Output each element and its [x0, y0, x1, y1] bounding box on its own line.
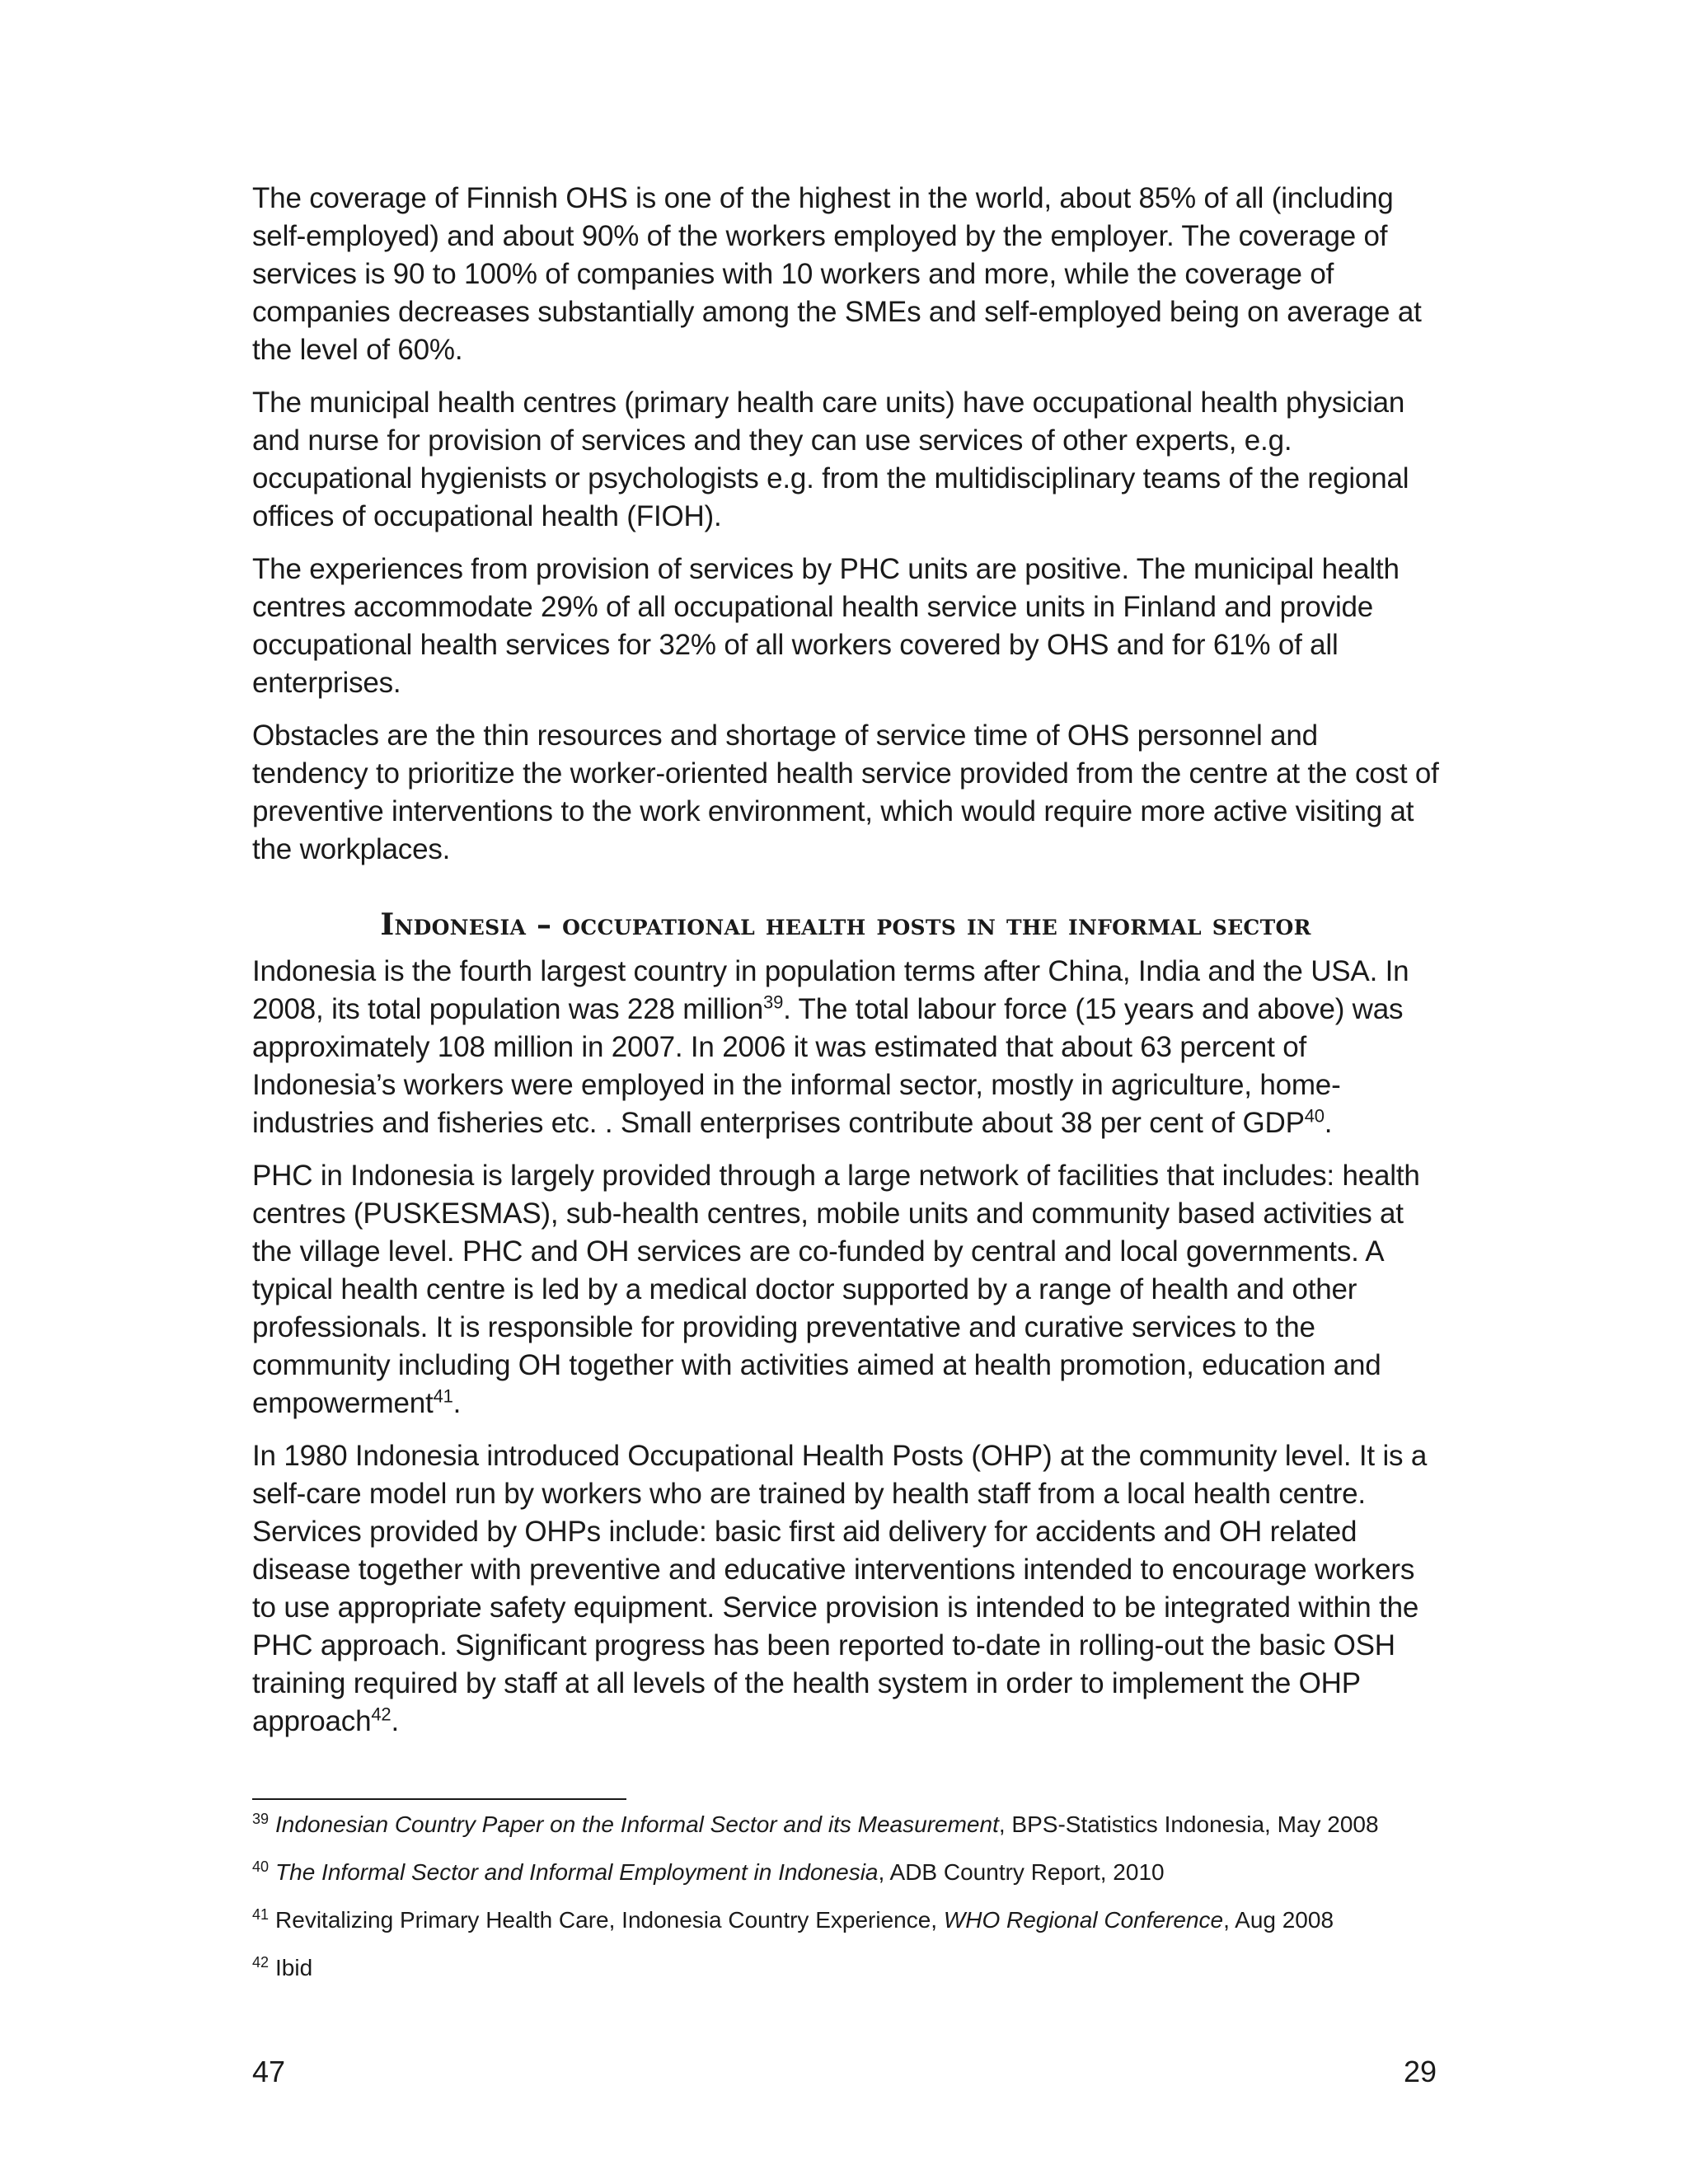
- text-run: In 1980 Indonesia introduced Occupational Health Posts (OHP) at the community level. It is a self-care model run by workers who are trained by health staff from a local health centre. Services provided by OHPs include: basic first aid delivery for accidents and OH related disease together with preventive and educative interventions intended to encourage workers to use appropriate safety equipment. Service provision is intended to be integrated within the PHC approach. Significant progress has been reported to-date in rolling-out the basic OSH training required by staff at all levels of the health system in order to implement the OHP approach: [252, 1440, 1428, 1737]
- footnote-source: , BPS-Statistics Indonesia, May 2008: [998, 1811, 1379, 1837]
- footnote-title: WHO Regional Conference: [943, 1907, 1224, 1933]
- footnote-41: [252, 1905, 1439, 1935]
- paragraph-indonesia-phc: [252, 1157, 1439, 1422]
- footnote-39: [252, 1810, 1439, 1840]
- paragraph-phc-experiences: The experiences from provision of services by PHC units are positive. The municipal health centres accommodate 29% of all occupational health service units in Finland and provide occupational health services for 32% of all workers covered by OHS and for 61% of all enterprises.: [252, 553, 1400, 699]
- footnote-source: , ADB Country Report, 2010: [878, 1859, 1165, 1885]
- footnote-source: , Aug 2008: [1223, 1907, 1334, 1933]
- section-heading-indonesia: Indonesia – occupational health posts in the informal sector: [380, 907, 1311, 942]
- footnotes: [252, 1810, 1439, 2001]
- footnote-number: 40: [252, 1858, 270, 1875]
- page-number-right: 29: [1403, 2055, 1437, 2088]
- text-run: . The total labour force (15 years and above) was approximately 108 million in 2007. In 2006 it was estimated that about 63 percent of Indonesia’s workers were employed in the informal sector, mostly in agriculture, home-industries and fisheries etc. . Small enterprises contribute about 38 per cent of GDP: [252, 993, 1404, 1139]
- footnote-prefix: Revitalizing Primary Health Care, Indonesia Country Experience,: [275, 1907, 944, 1933]
- text-run: Indonesia is the fourth largest country in population terms after China, India and the USA. In 2008, its total population was 228 million: [252, 955, 1409, 1025]
- paragraph-indonesia-ohp: [252, 1437, 1439, 1741]
- footnote-title: Indonesian Country Paper on the Informal Sector and its Measurement: [275, 1811, 999, 1837]
- footnote-number: 41: [252, 1905, 270, 1923]
- paragraph-indonesia-population: [252, 953, 1439, 1142]
- paragraph-municipal-health-centres: The municipal health centres (primary health care units) have occupational health physician and nurse for provision of services and they can use services of other experts, e.g. occupational hygienists or psychologists e.g. from the multidisciplinary teams of the regional offices of occupational health (FIOH).: [252, 387, 1409, 532]
- page-number-left: 47: [252, 2055, 286, 2088]
- footnote-ref-40[interactable]: 40: [1304, 1105, 1325, 1127]
- footnote-42: [252, 1953, 1439, 1983]
- paragraph-obstacles: Obstacles are the thin resources and shortage of service time of OHS personnel and tendency to prioritize the worker-oriented health service provided from the centre at the cost of preventive interventions to the work environment, which would require more active visiting at the workplaces.: [252, 719, 1439, 865]
- footnote-ref-42[interactable]: 42: [371, 1704, 392, 1725]
- body-text: [252, 180, 1439, 1755]
- footnote-ref-41[interactable]: 41: [433, 1385, 453, 1407]
- text-run: PHC in Indonesia is largely provided through a large network of facilities that includes: health centres (PUSKESMAS), sub-health centres, mobile units and community based activities at the village level. PHC and OH services are co-funded by central and local governments. A typical health centre is led by a medical doctor supported by a range of health and other professionals. It is responsible for providing preventative and curative services to the community including OH together with activities aimed at health promotion, education and empowerment: [252, 1160, 1420, 1419]
- footnote-ref-39[interactable]: 39: [763, 991, 784, 1013]
- paragraph-finland-coverage: The coverage of Finnish OHS is one of the highest in the world, about 85% of all (including self-employed) and about 90% of the workers employed by the employer. The coverage of services is 90 to 100% of companies with 10 workers and more, while the coverage of companies decreases substantially among the SMEs and self-employed being on average at the level of 60%.: [252, 182, 1422, 366]
- text-run: .: [452, 1387, 462, 1419]
- footnote-number: 42: [252, 1953, 270, 1971]
- footnote-separator: [252, 1798, 626, 1800]
- footnote-text: Ibid: [275, 1955, 313, 1980]
- text-run: .: [391, 1705, 399, 1737]
- footnote-40: [252, 1858, 1439, 1887]
- footnote-number: 39: [252, 1810, 270, 1827]
- footnote-title: The Informal Sector and Informal Employment in Indonesia: [275, 1859, 879, 1885]
- text-run: .: [1324, 1107, 1333, 1139]
